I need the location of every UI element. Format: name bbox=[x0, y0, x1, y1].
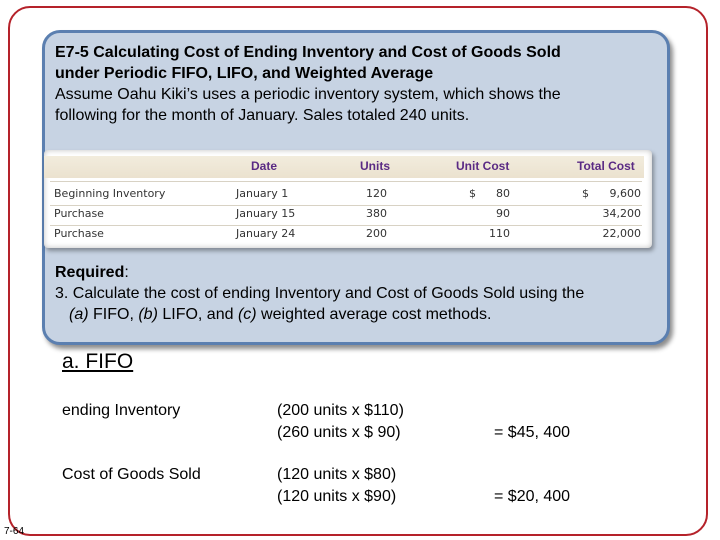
ending-inventory-calc-1: (200 units x $110) bbox=[277, 402, 404, 419]
row-date: January 15 bbox=[236, 207, 296, 220]
row-label: Purchase bbox=[54, 207, 104, 220]
table-rule bbox=[50, 225, 642, 226]
row-total-cost: 22,000 bbox=[602, 227, 641, 240]
row-total-cost: 34,200 bbox=[602, 207, 641, 220]
ending-inventory-calc bbox=[277, 400, 404, 444]
header-units: Units bbox=[360, 159, 390, 173]
cogs-label: Cost of Goods Sold bbox=[62, 466, 201, 483]
heading-line-2: under Periodic FIFO, LIFO, and Weighted Average bbox=[55, 65, 434, 82]
row-unit-cost: 90 bbox=[496, 207, 510, 220]
header-date: Date bbox=[251, 159, 278, 173]
required-label: Required bbox=[55, 264, 125, 281]
part-b-text: LIFO, and bbox=[157, 306, 238, 323]
page-number: 7-64 bbox=[4, 526, 25, 537]
row-label: Beginning Inventory bbox=[54, 187, 166, 200]
row-units: 380 bbox=[366, 207, 387, 220]
row-units: 120 bbox=[366, 187, 387, 200]
section-title: a. FIFO bbox=[62, 350, 134, 373]
heading-line-1: E7-5 Calculating Cost of Ending Inventory and Cost of Goods Sold bbox=[55, 44, 561, 61]
row-dollar-sign: $ bbox=[469, 187, 476, 200]
row-unit-cost: 110 bbox=[489, 227, 510, 240]
part-c-text: weighted average cost methods. bbox=[256, 306, 492, 323]
ending-inventory-result: = $45, 400 bbox=[494, 424, 571, 441]
cogs-calc-2: (120 units x $90) bbox=[277, 488, 397, 505]
part-b-marker: (b) bbox=[138, 306, 158, 323]
cogs-calc-1: (120 units x $80) bbox=[277, 466, 397, 483]
part-c-marker: (c) bbox=[237, 306, 257, 323]
row-total-cost: 9,600 bbox=[609, 187, 641, 200]
part-a-text: FIFO, bbox=[88, 306, 139, 323]
header-total-cost: Total Cost bbox=[577, 159, 635, 173]
required-line-2 bbox=[55, 304, 655, 325]
cogs-result: = $20, 400 bbox=[494, 488, 571, 505]
row-label: Purchase bbox=[54, 227, 104, 240]
required-colon: : bbox=[124, 264, 129, 281]
table-header-row bbox=[44, 156, 644, 178]
row-unit-cost: 80 bbox=[496, 187, 510, 200]
ending-inventory-label: ending Inventory bbox=[62, 402, 181, 419]
heading-line-4: following for the month of January. Sales totaled 240 units. bbox=[55, 107, 470, 124]
inventory-table bbox=[44, 150, 652, 248]
header-unit-cost: Unit Cost bbox=[456, 159, 510, 173]
heading-line-3: Assume Oahu Kiki’s uses a periodic inventory system, which shows the bbox=[55, 86, 561, 103]
part-a-marker: (a) bbox=[69, 306, 89, 323]
problem-heading bbox=[55, 42, 655, 126]
ending-inventory-calc-2: (260 units x $ 90) bbox=[277, 424, 401, 441]
required-line-1: 3. Calculate the cost of ending Inventory and Cost of Goods Sold using the bbox=[55, 285, 585, 302]
row-units: 200 bbox=[366, 227, 387, 240]
required-text bbox=[55, 262, 655, 325]
table-rule bbox=[50, 205, 642, 206]
required-heading bbox=[55, 262, 655, 283]
row-date: January 1 bbox=[236, 187, 289, 200]
cogs-calc bbox=[277, 464, 396, 508]
table-rule bbox=[50, 181, 642, 182]
row-total-dollar-sign: $ bbox=[582, 187, 589, 200]
row-date: January 24 bbox=[236, 227, 296, 240]
